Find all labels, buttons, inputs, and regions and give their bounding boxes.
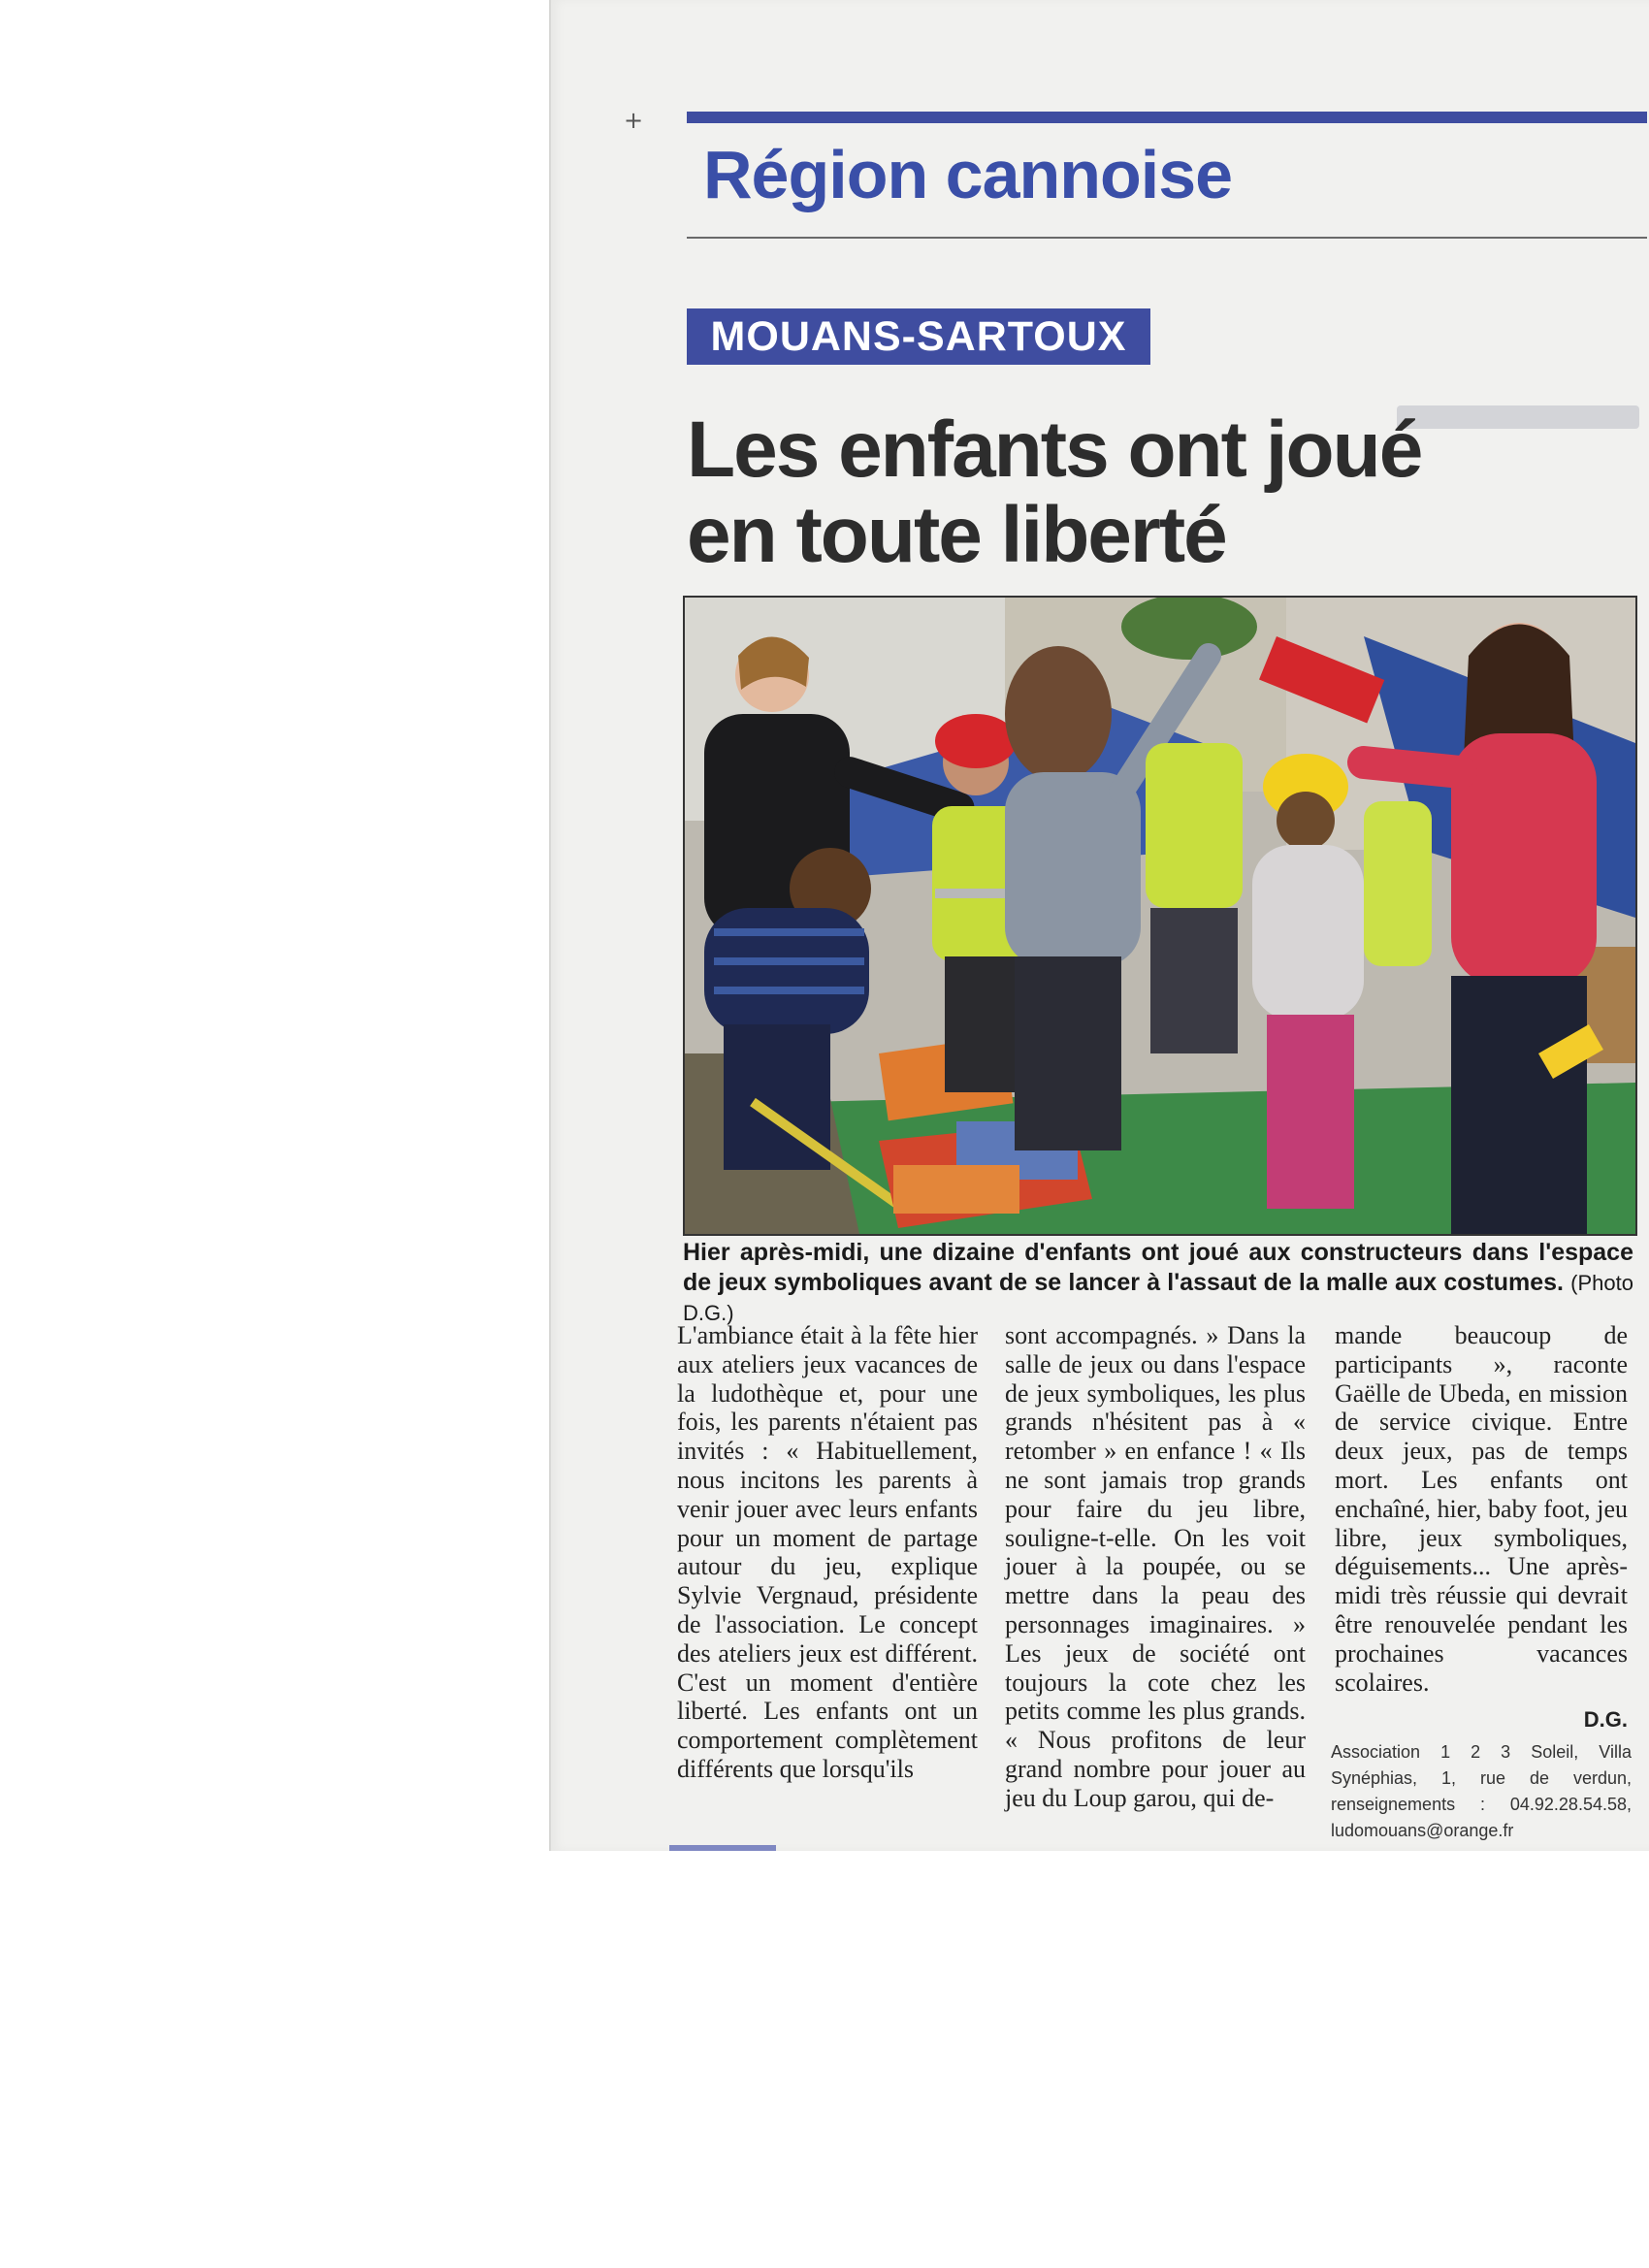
article-column-1 xyxy=(677,1321,978,1784)
info-box: Association 1 2 3 Soleil, Villa Synéphias, 1, rue de verdun, renseignements : 04.92.28.54.58, ludomouans@orange.fr xyxy=(1331,1742,1632,1840)
article-photo xyxy=(683,596,1637,1236)
article-column-3 xyxy=(1335,1321,1628,1697)
photo-credit: (Photo D.G.) xyxy=(683,1271,1633,1325)
column-text: sont accompagnés. » Dans la salle de jeux ou dans l'espace de jeux symboliques, les plus grands n'hésitent pas à « retomber » en enfance ! « Ils ne sont jamais trop grands pour faire du jeu libre, souligne-t-elle. On les voit jouer à la poupée, ou se mettre dans la peau des personnages imaginaires. » Les jeux de société ont toujours la cote chez les petits comme les plus grands. « Nous profitons de leur grand nombre pour jouer au jeu du Loup garou, qui de- xyxy=(1005,1321,1306,1812)
column-text: L'ambiance était à la fête hier aux ateliers jeux vacances de la ludothèque et, pour une fois, les parents n'étaient pas invités : « Habituellement, nous incitons les parents à venir jouer avec leurs enfants pour un moment de partage autour du jeu, explique Sylvie Vergnaud, présidente de l'association. Le concept des ateliers jeux est différent. C'est un moment d'entière liberté. Les enfants ont un comportement complètement différents que lorsqu'ils xyxy=(677,1321,978,1783)
section-rule-bottom xyxy=(687,237,1647,239)
next-article-fragment xyxy=(669,1845,776,1851)
article-headline: Les enfants ont joué en toute liberté xyxy=(687,405,1422,579)
section-title: Région cannoise xyxy=(703,137,1233,212)
registration-mark-icon: + xyxy=(624,107,644,134)
article-column-2 xyxy=(1005,1321,1306,1813)
column-text: mande beaucoup de participants », raconte Gaëlle de Ubeda, en mission de service civique. Entre deux jeux, pas de temps mort. Les enfants ont enchaîné, hier, baby foot, jeu libre, jeux symboliques, déguisements... Une après-midi très réussie qui devrait être renouvelée pendant les prochaines vacances scolaires. xyxy=(1335,1321,1628,1697)
section-rule-top xyxy=(687,112,1647,123)
locality-badge: MOUANS-SARTOUX xyxy=(687,308,1150,365)
author-signature: D.G. xyxy=(1583,1707,1628,1732)
caption-text: Hier après-midi, une dizaine d'enfants ont joué aux constructeurs dans l'espace de jeux symboliques avant de se lancer à l'assaut de la malle aux costumes. xyxy=(683,1239,1633,1296)
photo-caption xyxy=(683,1238,1633,1328)
